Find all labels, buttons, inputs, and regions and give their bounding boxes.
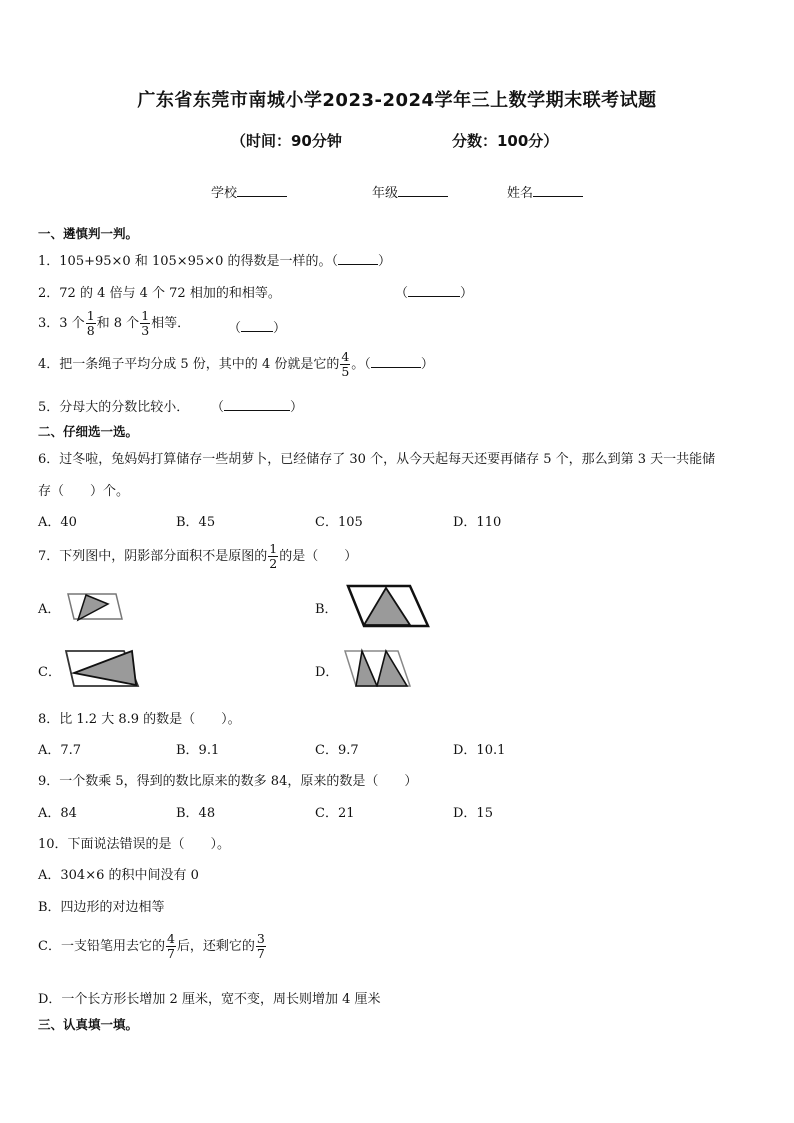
q5-answer-blank[interactable] bbox=[224, 397, 290, 411]
q2-paren-open: （ bbox=[395, 286, 409, 301]
q1-answer-blank[interactable] bbox=[338, 251, 378, 265]
question-7 bbox=[38, 542, 357, 571]
q8-option-c[interactable]: C．9.7 bbox=[315, 743, 359, 758]
question-6-line1: 6．过冬啦，兔妈妈打算储存一些胡萝卜，已经储存了 30 个，从今天起每天还要再储存 5 个，那么到第 3 天一共能储 bbox=[38, 452, 716, 467]
q7-option-a-label[interactable]: A． bbox=[38, 602, 61, 617]
q1-text: 1．105+95×0 和 105×95×0 的得数是一样的。（ bbox=[38, 254, 338, 269]
question-4: 4．把一条绳子平均分成 5 份，其中的 4 份就是它的 $\frac{4}{5}$ 。（ ） bbox=[38, 349, 434, 379]
q6-option-a[interactable]: A．40 bbox=[38, 515, 77, 530]
q10-c-text-b: 后，还剩它的 bbox=[176, 939, 255, 954]
q7-text-a: 7．下列图中，阴影部分面积不是原图的 bbox=[38, 549, 268, 564]
q6-option-d[interactable]: D．110 bbox=[453, 515, 502, 530]
school-label: 学校 bbox=[211, 186, 238, 201]
page-title: 广东省东莞市南城小学2023-2024学年三上数学期末联考试题 bbox=[137, 90, 657, 111]
q10-option-d[interactable]: D．一个长方形长增加 2 厘米，宽不变，周长则增加 4 厘米 bbox=[38, 992, 381, 1007]
q2-paren-close: ） bbox=[460, 286, 474, 301]
q10-c-fraction-2: $\frac{3}{7}$ bbox=[256, 931, 265, 961]
q9-option-c[interactable]: C．21 bbox=[315, 806, 355, 821]
q2-answer-blank[interactable] bbox=[408, 283, 460, 297]
q10-option-b[interactable]: B．四边形的对边相等 bbox=[38, 900, 165, 915]
grade-label: 年级 bbox=[372, 186, 399, 201]
q8-option-b[interactable]: B．9.1 bbox=[176, 743, 220, 758]
name-field bbox=[507, 182, 583, 201]
name-blank[interactable] bbox=[533, 182, 583, 197]
q10-option-c[interactable] bbox=[38, 932, 267, 961]
section3-heading: 三、认真填一填。 bbox=[38, 1017, 139, 1032]
q4-answer-blank[interactable] bbox=[371, 354, 421, 368]
q9-option-a[interactable]: A．84 bbox=[38, 806, 77, 821]
question-5 bbox=[38, 396, 189, 415]
section2-heading: 二、仔细选一选。 bbox=[38, 424, 139, 439]
q5-text: 5．分母大的分数比较小． bbox=[38, 400, 190, 415]
q3-text-c: 相等． bbox=[151, 316, 191, 331]
q7-text-b: 的是（ ） bbox=[279, 549, 358, 564]
section1-heading: 一、遴慎判一判。 bbox=[38, 226, 139, 241]
q7-figure-b[interactable] bbox=[344, 582, 432, 630]
q10-c-text-a: C．一支铅笔用去它的 bbox=[38, 939, 165, 954]
q2-text: 2．72 的 4 倍与 4 个 72 相加的和相等。 bbox=[38, 286, 281, 301]
exam-time: （时间：90分钟 bbox=[231, 132, 342, 150]
q7-option-b-label[interactable]: B． bbox=[315, 602, 338, 617]
q3-fraction-2: $\frac{1}{3}$ bbox=[141, 308, 150, 338]
q7-figure-a[interactable] bbox=[64, 588, 128, 624]
figure-d-shaded-triangle-2 bbox=[377, 651, 407, 686]
q7-option-c-label[interactable]: C． bbox=[38, 665, 61, 680]
q3-text-a: 3．3 个 bbox=[38, 316, 85, 331]
q3-text-b: 和 8 个 bbox=[96, 316, 140, 331]
q4-text-a: 4．把一条绳子平均分成 5 份，其中的 4 份就是它的 bbox=[38, 357, 340, 372]
q2-answer bbox=[395, 282, 473, 301]
question-9: 9．一个数乘 5，得到的数比原来的数多 84，原来的数是（ ） bbox=[38, 774, 418, 789]
school-blank[interactable] bbox=[237, 182, 287, 197]
figure-c-shaded-triangle bbox=[74, 651, 136, 685]
question-3 bbox=[38, 309, 190, 338]
q4-fraction: $\frac{4}{5}$ bbox=[341, 349, 350, 379]
question-2 bbox=[38, 282, 281, 301]
q9-option-b[interactable]: B．48 bbox=[176, 806, 216, 821]
q7-fraction: $\frac{1}{2}$ bbox=[269, 541, 278, 571]
school-field bbox=[211, 182, 287, 201]
q1-paren-close: ） bbox=[378, 254, 392, 269]
question-8: 8．比 1.2 大 8.9 的数是（ ）。 bbox=[38, 712, 241, 727]
q5-answer: （ ） bbox=[211, 396, 303, 415]
q3-fraction-1: $\frac{1}{8}$ bbox=[86, 308, 95, 338]
exam-score: 分数：100分） bbox=[452, 132, 559, 150]
question-6-line2: 存（ ）个。 bbox=[38, 484, 130, 499]
grade-field bbox=[372, 182, 448, 201]
q3-answer: （ ） bbox=[228, 317, 286, 336]
q9-option-d[interactable]: D．15 bbox=[453, 806, 493, 821]
q10-c-fraction-1: $\frac{4}{7}$ bbox=[166, 931, 175, 961]
q6-option-b[interactable]: B．45 bbox=[176, 515, 216, 530]
figure-d-shaded-triangle-1 bbox=[356, 651, 377, 686]
q10-option-a[interactable]: A．304×6 的积中间没有 0 bbox=[38, 868, 199, 883]
figure-b-shaded-triangle bbox=[364, 588, 410, 625]
q7-option-d-label[interactable]: D． bbox=[315, 665, 339, 680]
q7-figure-c[interactable] bbox=[62, 646, 142, 690]
q7-figure-d[interactable] bbox=[342, 646, 414, 690]
grade-blank[interactable] bbox=[398, 182, 448, 197]
question-10: 10．下面说法错误的是（ ）。 bbox=[38, 837, 231, 852]
q4-text-b: 。（ bbox=[351, 357, 371, 372]
question-1 bbox=[38, 250, 391, 269]
q8-option-a[interactable]: A．7.7 bbox=[38, 743, 82, 758]
q8-option-d[interactable]: D．10.1 bbox=[453, 743, 506, 758]
q6-option-c[interactable]: C．105 bbox=[315, 515, 363, 530]
name-label: 姓名 bbox=[507, 186, 534, 201]
figure-a-shaded-triangle bbox=[78, 595, 108, 620]
q3-answer-blank[interactable] bbox=[241, 318, 273, 332]
